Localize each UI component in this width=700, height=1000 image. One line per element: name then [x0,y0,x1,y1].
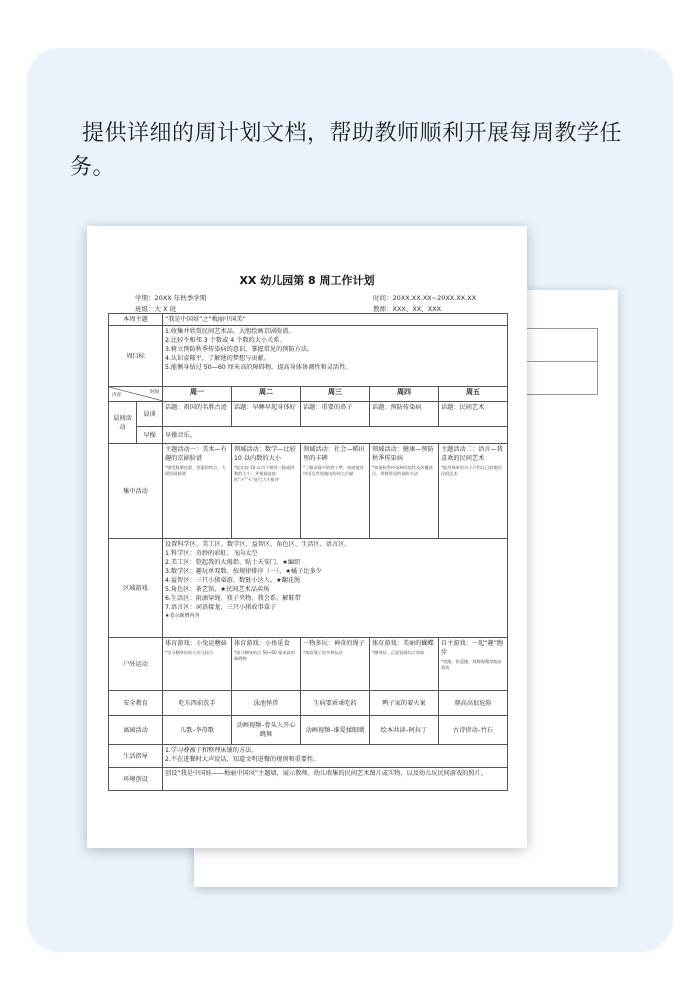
morning-talk-row [109,402,508,427]
header-row [109,387,508,402]
life-item: 2.不在进餐时大声说话，知道文明进餐的规则和重要性。 [165,756,320,763]
focus-cell [301,444,370,539]
corner-time: 时间 [150,390,159,395]
safety-cell: 爬高高很危险 [439,691,508,716]
safety-cell: 吃东西前洗手 [163,691,232,716]
focus-note: *能比较 10 以内不相邻三数或四数的大小，并根据连接的“>”“<”进行大小排序 [234,465,295,482]
outdoor-title: 体育游戏：美丽的蝴蝶 [372,640,434,647]
area-item: 2.美工区：铠起我的大拇指、贴士天安门、★编织 [165,559,301,566]
outdoor-title: 一物多玩：神奇的绳子 [303,640,365,647]
focus-cell [439,444,508,539]
outdoor-title: 体育游戏：小兔运蘑菇 [165,640,227,647]
leave-cell: 动画视频–骨头人开心跳舞 [232,716,301,745]
morning-talk-label: 晨谈 [137,402,163,427]
focus-note: *能用简单的句子介绍自己收集的民间艺术 [441,465,502,476]
life-row [109,745,508,768]
focus-cell [370,444,439,539]
safety-cell: 鸭子家的着火案 [370,691,439,716]
area-item: 设置科学区、美工区、数学区、益智区、角色区、生活区、语言区。 [165,541,351,548]
area-row [109,539,508,638]
life-item: 1.学习叠被子和整理床铺的方法。 [165,747,258,754]
outdoor-row [109,638,508,691]
outdoor-note: *学习侧身钻的方法与技巧 [165,650,214,655]
focus-title: 领域活动：社会—稻田里的丰碑 [303,446,365,462]
morning-talk-cell: 话题：重要的鼻子 [301,402,370,427]
morning-exercise-row [109,427,508,444]
area-note: ★表示新增内容 [165,613,200,619]
focus-note: *知道秋季传染病的症状及传播途径，掌握常见的预防方法 [372,465,433,476]
env-value: 创设“我是中国娃——梅丽中国风”主题墙，展示教师、幼儿收集的民间艺术图片或实物，以及幼儿玩民间游戏的照片。 [163,768,508,791]
area-label: 区域游戏 [109,539,163,638]
focus-title: 主题活动二：语言—我喜欢的民间艺术 [441,446,503,462]
theme-label: 本周主题 [109,314,163,326]
document-title: XX 幼儿园第 8 周工作计划 [239,274,375,287]
goal-item: 5.能侧身钻过 50—60 厘米高的障碍物，提高身体协调性和灵活性。 [165,364,352,371]
morning-exercise-label: 早操 [137,427,163,444]
focus-title: 领域活动：数学—比较 10 以内数的大小 [234,446,296,462]
leave-cell: 古诗律动–竹石 [439,716,508,745]
day-header: 周五 [439,387,508,402]
outdoor-cell [439,638,508,691]
goal-label: 周目标 [109,326,163,387]
outdoor-note: *体验绳子的多种玩法 [303,650,343,655]
outdoor-cell [232,638,301,691]
morning-talk-cell: 话题：预防传染病 [370,402,439,427]
focus-cell [163,444,232,539]
outdoor-note: *练习侧身钻过 50~60 厘米高的障碍物 [234,650,295,661]
safety-cell: 泳池怪兽 [232,691,301,716]
morning-exercise-value: 早操音乐。 [163,427,508,444]
outdoor-label: 户外运动 [109,638,163,691]
life-label: 生活指导 [109,745,163,768]
theme-row [109,314,508,326]
area-item: 7.语言区：词语接龙、三只小猪故事盒子 [165,604,277,611]
goal-row [109,326,508,387]
outdoor-note: *快跑、折返跑、绕障碍跑等跑步游戏 [441,659,502,670]
safety-row [109,691,508,716]
area-item: 6.生活区：雨滴穿绳、筷子夹物、我会系、解鞋带 [165,595,301,602]
semester-label: 学期：20XX 年秋季学期 [135,294,207,302]
focus-title: 主题活动一：美术—有趣的京剧脸谱 [165,446,227,462]
outdoor-cell [301,638,370,691]
morning-talk-cell: 话题：早睡早起身体好 [232,402,301,427]
env-row [109,768,508,791]
safety-cell: 生病要乖乖吃药 [301,691,370,716]
corner-content: 内容 [112,393,121,398]
focus-row [109,444,508,539]
area-list [163,539,508,638]
area-item: 4.益智区：三只小猪桌游、数链小达人、★翻花绳 [165,577,301,584]
area-item: 5.角色区：茶艺馆、★民间艺术品卖场 [165,586,270,593]
morning-talk-cell: 话题：民间艺术 [439,402,508,427]
leave-row [109,716,508,745]
time-label: 时间：20XX.XX.XX~20XX.XX.XX [373,294,477,302]
teacher-label: 教师：XXX、XX、XXX [373,305,442,313]
class-label: 班级：大 X 班 [135,305,177,313]
focus-note: *了解袁隆平的两个梦，知道他对中国及世界做出的伟大贡献 [303,465,364,476]
env-label: 环境创设 [109,768,163,791]
area-item: 3.数学区：趣玩单双数、按规律排序（一）、★橘子比多少 [165,568,322,575]
leave-cell: 绘本共读–阿拉丁 [370,716,439,745]
leave-cell: 儿歌–李母歌 [163,716,232,745]
goal-list [163,326,508,387]
leave-cell: 动画视频–谁爱揉眼睛 [301,716,370,745]
goal-item: 4.认识袁隆平，了解他的梦想与贡献。 [165,355,270,362]
outdoor-note: *侧身钻、正面钻圆综合训练 [372,650,425,655]
focus-note: *感受脸谱色彩、图案的特点，大胆绘画脸谱 [165,465,226,476]
focus-cell [232,444,301,539]
day-header: 周三 [301,387,370,402]
day-header: 周二 [232,387,301,402]
goal-item: 1.收集并欣赏民间艺术品，大胆绘画京剧脸谱。 [165,328,295,335]
safety-label: 安全教育 [109,691,163,716]
goal-item: 3.树立预防秋季传染病的意识，掌握常见的预防方法。 [165,346,314,353]
headline: 提供详细的周计划文档，帮助教师顺利开展每周教学任务。 [70,121,623,180]
day-header: 周四 [370,387,439,402]
outdoor-cell [163,638,232,691]
morning-label: 晨间活动 [109,402,137,444]
focus-label: 集中活动 [109,444,163,539]
focus-title: 领域活动：健康—预防秋季传染病 [372,446,434,462]
weekly-plan-table [108,313,508,791]
leave-label: 离园活动 [109,716,163,745]
document-page [87,226,527,848]
life-list [163,745,508,768]
corner-cell [109,387,163,402]
morning-talk-cell: 话题：祖国的名胜古迹 [163,402,232,427]
outdoor-cell [370,638,439,691]
area-item: 1.科学区：奇妙的彩虹、飞向太空 [165,550,258,557]
outdoor-title: 自主游戏：一起“趣”跑步 [441,640,504,656]
day-header: 周一 [163,387,232,402]
outdoor-title: 体育游戏：小鱼觅食 [234,640,290,647]
goal-item: 2.比较不相邻 3 个数或 4 个数的大小关系。 [165,337,286,344]
theme-value: “我是中国娃”之“梅丽中国美” [163,314,508,326]
